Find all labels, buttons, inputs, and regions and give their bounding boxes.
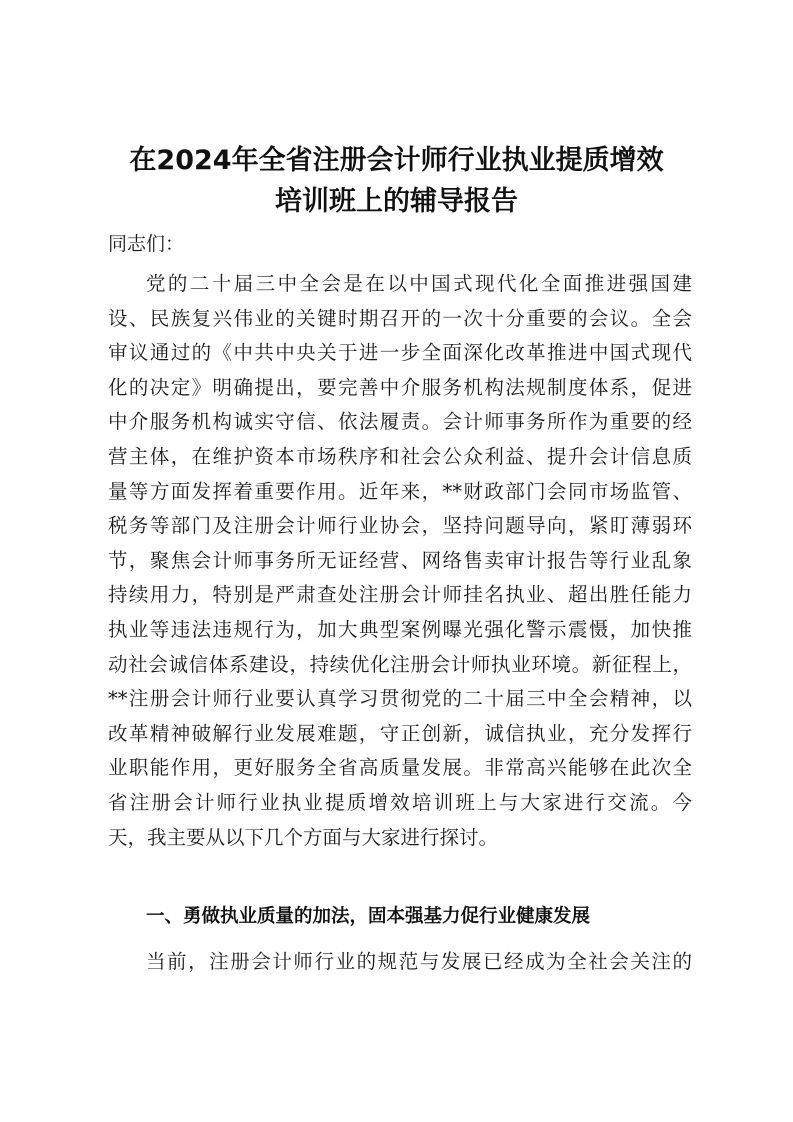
greeting: 同志们： bbox=[108, 233, 185, 255]
paragraph-line: 设、民族复兴伟业的关键时期召开的一次十分重要的会议。全会 bbox=[108, 306, 692, 330]
title-line-2: 培训班上的辅导报告 bbox=[275, 186, 518, 217]
paragraph-line: 天，我主要从以下几个方面与大家进行探讨。 bbox=[108, 825, 499, 849]
paragraph-line: 量等方面发挥着重要作用。近年来，**财政部门会同市场监管、 bbox=[108, 479, 692, 503]
paragraph-line: 业职能作用，更好服务全省高质量发展。非常高兴能够在此次全 bbox=[108, 756, 692, 780]
paragraph-line: 营主体，在维护资本市场秩序和社会公众利益、提升会计信息质 bbox=[108, 444, 692, 468]
paragraph-line: 动社会诚信体系建设，持续优化注册会计师执业环境。新征程上， bbox=[108, 652, 692, 676]
paragraph-line: 节，聚焦会计师事务所无证经营、网络售卖审计报告等行业乱象 bbox=[108, 548, 692, 572]
title-line-1: 在2024年全省注册会计师行业执业提质增效 bbox=[129, 145, 664, 176]
paragraph-line: 持续用力，特别是严肃查处注册会计师挂名执业、超出胜任能力 bbox=[108, 583, 692, 607]
paragraph-line: 改革精神破解行业发展难题，守正创新，诚信执业，充分发挥行 bbox=[108, 721, 692, 745]
paragraph-line: 当前，注册会计师行业的规范与发展已经成为全社会关注的 bbox=[146, 950, 692, 973]
paragraph-2 bbox=[108, 950, 692, 985]
section-heading: 一、勇做执业质量的加法，固本强基力促行业健康发展 bbox=[146, 906, 591, 927]
paragraph-line: 中介服务机构诚实守信、依法履责。会计师事务所作为重要的经 bbox=[108, 410, 692, 434]
document-title bbox=[100, 140, 693, 222]
paragraph-line: 税务等部门及注册会计师行业协会，坚持问题导向，紧盯薄弱环 bbox=[108, 514, 692, 538]
paragraph-line: 党的二十届三中全会是在以中国式现代化全面推进强国建 bbox=[146, 272, 692, 295]
paragraph-line: 审议通过的《中共中央关于进一步全面深化改革推进中国式现代 bbox=[108, 341, 692, 365]
paragraph-line: 省注册会计师行业执业提质增效培训班上与大家进行交流。今 bbox=[108, 790, 692, 814]
paragraph-line: 化的决定》明确提出，要完善中介服务机构法规制度体系，促进 bbox=[108, 375, 692, 399]
paragraph-line: 执业等违法违规行为，加大典型案例曝光强化警示震慑，加快推 bbox=[108, 617, 692, 641]
paragraph-1 bbox=[108, 272, 692, 860]
paragraph-line: **注册会计师行业要认真学习贯彻党的二十届三中全会精神，以 bbox=[108, 687, 692, 711]
